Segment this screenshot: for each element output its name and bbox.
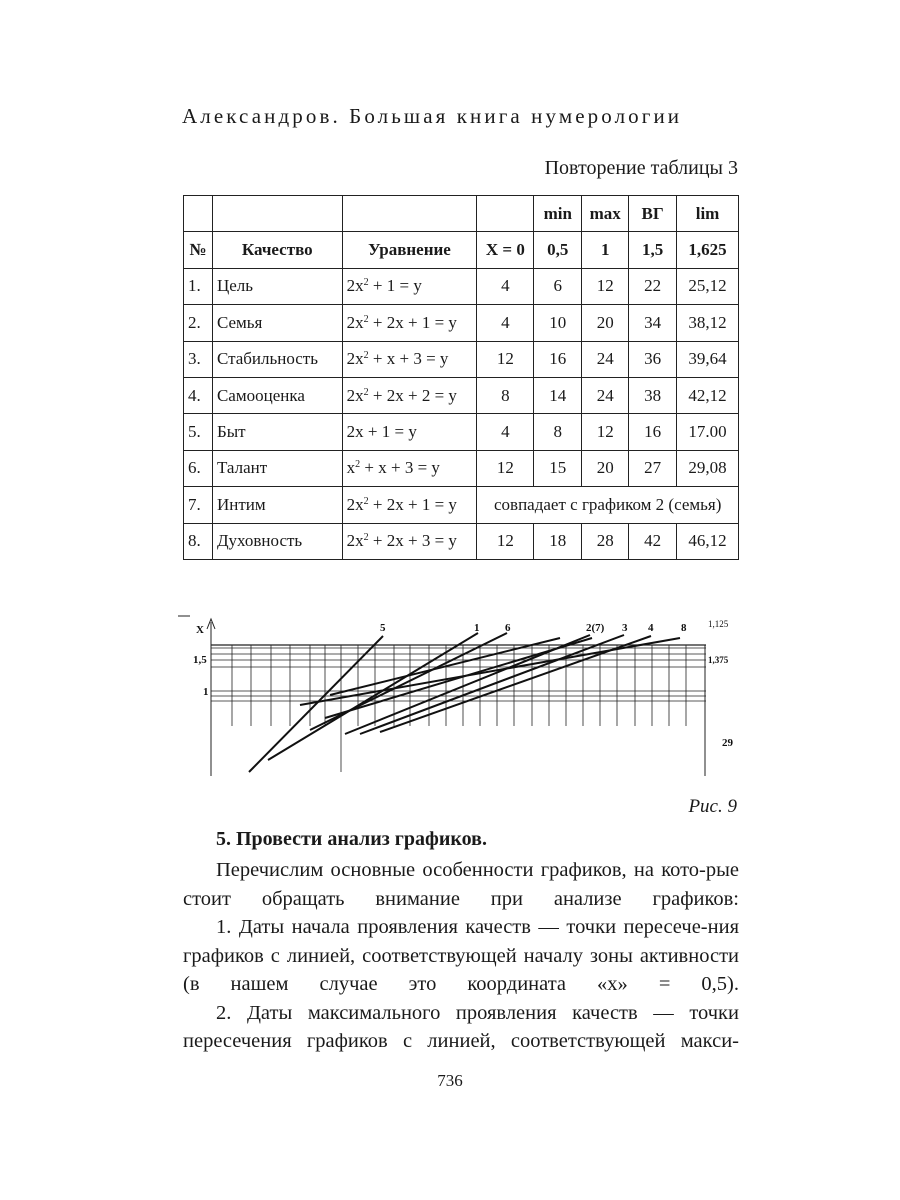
table-caption: Повторение таблицы 3 xyxy=(544,157,738,179)
value-cell: 6 xyxy=(534,268,582,304)
value-cell: 12 xyxy=(477,523,534,559)
right-label: 1,125 xyxy=(708,619,729,629)
row-number: 2. xyxy=(184,305,213,341)
header1-cell xyxy=(477,196,534,232)
quality-cell: Духовность xyxy=(212,523,342,559)
series-label: 6 xyxy=(505,622,511,634)
equation-cell xyxy=(342,487,477,523)
series-line xyxy=(360,635,624,734)
paragraph-1: Перечислим основные особенности графиков, на кото-рые стоит обращать внимание при анализе графиков: xyxy=(183,859,739,910)
header2-cell: Качество xyxy=(212,232,342,268)
table-row xyxy=(184,487,739,523)
row-number: 3. xyxy=(184,341,213,377)
value-cell: 20 xyxy=(582,450,629,486)
right-label: 1,375 xyxy=(708,655,729,665)
table-row xyxy=(184,523,739,559)
series-line xyxy=(330,638,560,695)
table-row xyxy=(184,377,739,413)
left-tick-label: 1,5 xyxy=(193,654,207,666)
value-cell: 38,12 xyxy=(677,305,739,341)
row-number: 5. xyxy=(184,414,213,450)
value-cell: 4 xyxy=(477,268,534,304)
value-cell: 14 xyxy=(534,377,582,413)
running-title: Александров. Большая книга нумерологии xyxy=(182,104,683,128)
value-cell: 39,64 xyxy=(677,341,739,377)
table-row xyxy=(184,450,739,486)
equation-cell xyxy=(342,377,477,413)
row-number: 1. xyxy=(184,268,213,304)
value-cell: 12 xyxy=(477,341,534,377)
header1-cell xyxy=(212,196,342,232)
value-cell: 42,12 xyxy=(677,377,739,413)
equation-exponent: 2 xyxy=(363,386,369,398)
table-row xyxy=(184,341,739,377)
equation-exponent: 2 xyxy=(363,350,369,362)
equation-part: + 1 = y xyxy=(368,276,422,296)
section-title: 5. Провести анализ графиков. xyxy=(216,828,487,850)
table-row xyxy=(184,414,739,450)
series-label: 8 xyxy=(681,622,687,634)
value-cell: 22 xyxy=(629,268,677,304)
figure-caption: Рис. 9 xyxy=(688,796,737,817)
right-label: 29 xyxy=(722,737,733,749)
paragraph-2: 1. Даты начала проявления качеств — точки пересече-ния графиков с линией, соответствующей началу зоны активности (в нашем случае это координата «х» = 0,5). xyxy=(183,916,739,995)
equation-cell xyxy=(342,305,477,341)
value-cell: 4 xyxy=(477,414,534,450)
value-cell: 15 xyxy=(534,450,582,486)
equation-part: + 2x + 1 = y xyxy=(368,312,457,332)
table-row xyxy=(184,268,739,304)
series-line xyxy=(325,638,592,718)
header2-cell: 1 xyxy=(582,232,629,268)
value-cell: 24 xyxy=(582,341,629,377)
header1-cell xyxy=(184,196,213,232)
equation-part: 2x + 1 = y xyxy=(346,422,417,442)
series-label: 1 xyxy=(474,622,480,634)
merged-note-cell: совпадает с графиком 2 (семья) xyxy=(477,487,739,523)
equation-part: x xyxy=(346,458,356,478)
header1-cell xyxy=(342,196,477,232)
header-row-1 xyxy=(184,196,739,232)
quality-table xyxy=(183,195,739,560)
quality-cell: Самооценка xyxy=(212,377,342,413)
header1-cell: max xyxy=(582,196,629,232)
series-label: 3 xyxy=(622,622,628,634)
value-cell: 20 xyxy=(582,305,629,341)
value-cell: 8 xyxy=(534,414,582,450)
equation-exponent: 2 xyxy=(363,532,369,544)
value-cell: 29,08 xyxy=(677,450,739,486)
page-number: 736 xyxy=(437,1071,463,1090)
figure-9-chart xyxy=(0,600,900,800)
value-cell: 42 xyxy=(629,523,677,559)
value-cell: 46,12 xyxy=(677,523,739,559)
header1-cell: min xyxy=(534,196,582,232)
equation-part: + x + 3 = y xyxy=(360,458,440,478)
quality-cell: Быт xyxy=(212,414,342,450)
value-cell: 12 xyxy=(477,450,534,486)
value-cell: 16 xyxy=(629,414,677,450)
value-cell: 25,12 xyxy=(677,268,739,304)
quality-cell: Цель xyxy=(212,268,342,304)
equation-part: 2x xyxy=(346,349,364,369)
series-label: 5 xyxy=(380,622,386,634)
equation-cell xyxy=(342,523,477,559)
left-tick-label: 1 xyxy=(203,686,209,698)
equation-exponent: 2 xyxy=(363,495,369,507)
quality-cell: Стабильность xyxy=(212,341,342,377)
equation-part: + 2x + 3 = y xyxy=(368,531,457,551)
value-cell: 4 xyxy=(477,305,534,341)
equation-part: + x + 3 = y xyxy=(368,349,449,369)
value-cell: 16 xyxy=(534,341,582,377)
equation-part: + 2x + 2 = y xyxy=(368,385,457,405)
value-cell: 24 xyxy=(582,377,629,413)
equation-part: 2x xyxy=(346,531,364,551)
header2-cell: 0,5 xyxy=(534,232,582,268)
row-number: 8. xyxy=(184,523,213,559)
value-cell: 8 xyxy=(477,377,534,413)
equation-cell xyxy=(342,414,477,450)
series-label: 2(7) xyxy=(586,622,605,634)
axis-label-x: X xyxy=(196,624,204,636)
equation-part: 2x xyxy=(346,385,364,405)
equation-cell xyxy=(342,450,477,486)
equation-exponent: 2 xyxy=(363,277,369,289)
equation-exponent: 2 xyxy=(363,313,369,325)
header2-cell: Уравнение xyxy=(342,232,477,268)
series-label: 4 xyxy=(648,622,654,634)
header2-cell: 1,625 xyxy=(677,232,739,268)
equation-part: 2x xyxy=(346,276,364,296)
header-row-2 xyxy=(184,232,739,268)
equation-exponent: 2 xyxy=(355,459,361,471)
equation-part: 2x xyxy=(346,312,364,332)
value-cell: 36 xyxy=(629,341,677,377)
equation-part: 2x xyxy=(346,494,364,514)
value-cell: 34 xyxy=(629,305,677,341)
value-cell: 10 xyxy=(534,305,582,341)
table-row xyxy=(184,305,739,341)
value-cell: 27 xyxy=(629,450,677,486)
value-cell: 12 xyxy=(582,268,629,304)
header2-cell: 1,5 xyxy=(629,232,677,268)
row-number: 4. xyxy=(184,377,213,413)
equation-cell xyxy=(342,341,477,377)
value-cell: 12 xyxy=(582,414,629,450)
header1-cell: ВГ xyxy=(629,196,677,232)
header1-cell: lim xyxy=(677,196,739,232)
equation-cell xyxy=(342,268,477,304)
series-line xyxy=(268,633,478,760)
value-cell: 28 xyxy=(582,523,629,559)
paragraph-3: 2. Даты максимального проявления качеств — точки пересечения графиков с линией, соответствующей макси- xyxy=(183,1001,739,1052)
value-cell: 18 xyxy=(534,523,582,559)
header2-cell: № xyxy=(184,232,213,268)
row-number: 6. xyxy=(184,450,213,486)
quality-cell: Талант xyxy=(212,450,342,486)
quality-cell: Семья xyxy=(212,305,342,341)
row-number: 7. xyxy=(184,487,213,523)
header2-cell: X = 0 xyxy=(477,232,534,268)
body-text xyxy=(183,856,739,1056)
quality-cell: Интим xyxy=(212,487,342,523)
equation-part: + 2x + 1 = y xyxy=(368,494,457,514)
value-cell: 17.00 xyxy=(677,414,739,450)
value-cell: 38 xyxy=(629,377,677,413)
